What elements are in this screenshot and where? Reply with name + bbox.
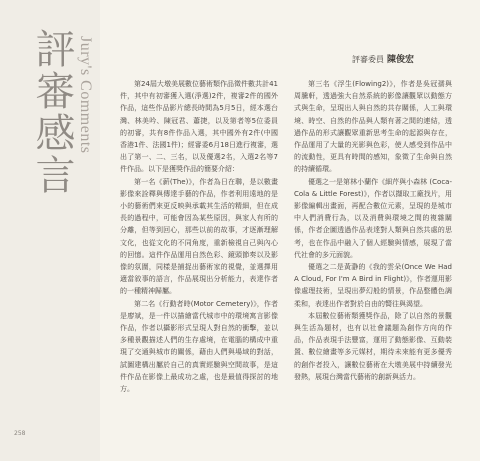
- left-column: [120, 78, 278, 395]
- paragraph: 第三名《浮生(Flowing2)》，作者是吳冠孺與周騰軒，透過強大自然系統的影像讓觀眾以動態方式與生命，呈現出人與自然的共存關係，人工與環境、時空、自然的作品與人類有著之間的連結，透過作品的形式讓觀眾重新思考生命的起源與存在，作品運用了大量的光影與色彩，使人感受到作品中的流動性，更具有時間的感知，象徵了生命與自然的持續循環。: [294, 80, 452, 174]
- paragraph: 優選之一是第林小蘭作《細芹與小森林 (Coca-Cola & Little Forest)》，作者以擷取工廠找片，用影像編輯出畫面，再配合數位元素，呈現的是城市中人們消費行為，以及消費與環境之間的複雜關係，作者企圖透過作品表達對人類與自然共處的思考，也在作品中融入了個人經驗與情感，展現了當代社會的多元面貌。: [294, 177, 452, 259]
- paragraph: 優選之二是黃瀞的《我的雲朵(Once We Had A Cloud, For I'm A Bird in Flight)》，作者運用影像處理技術，呈現出夢幻般的情景，作品整體色調柔和，表達出作者對於自由的嚮往與渴望。: [294, 263, 452, 308]
- sidebar: [0, 0, 100, 461]
- right-column: [294, 78, 452, 383]
- section-title-english: Jury's Comments: [77, 36, 94, 154]
- page-number: 258: [14, 430, 26, 437]
- paragraph: 本屆數位藝術類獲獎作品，除了以自然的景觀與生活為題材，也有以社會議題為創作方向的作品，作品表現手法豐富，運用了動態影像、互動裝置、數位繪畫等多元媒材，期待未來能有更多優秀的創作者投入，讓數位藝術在大墩美展中持續發光發熱，展現台灣當代藝術的創新與活力。: [294, 311, 452, 381]
- section-title: 評審感言: [29, 28, 75, 196]
- paragraph: 第24屆大墩美展數位藝術類作品徵件數共計41件，其中有初審獲入選(淨選)2件，複審2件的國外作品，這些作品影片總長時間為5月5日，經本選台灣、林美吟、陳冠君、蕭捷，以及第者等5位委員的初審，共有8件作品入選，其中國外有2件(中國香港1件、法國1件)；經審委6月18日進行複審，選出了第一、二、三名，以及優選2名，入選2名等7件作品。以下是獲獎作品的簡要介紹：: [120, 80, 278, 174]
- judge-role: 評審委員: [352, 55, 384, 64]
- judge-byline: [352, 52, 414, 65]
- paragraph: 第二名《行動者時(Motor Cemetery)》，作者是廖斌，是一件以描繪當代城市中的環境寓言影像作品，作者以攝影形式呈現人對自然的衝擊，並以多種景觀描述人們的生存處境，在電腦的構成中重現了交通與城市的關係，藉由人們與場域的對話，試圖建構出屬於自己的真實經驗與空間故事，是這件作品在影像上最成功之處，也是最值得探討的地方。: [120, 299, 278, 394]
- paragraph: 第一名《薪(The)》，作者為日在聯，是以數畫影像來詮釋與傳達手藝的作品，作者利用遠地的是小的藝術們來更反映與承載其生活的精細，但在成長的過程中，可能會因為某些原因，與家人有所的分離，但等到回心，那些以前的故事，才逐漸理解文化，也從文化的不同角度，重新檢視自己與內心的回憶。這件作品運用自然色彩、鏡頭節奏以及影像的氛圍，同樣是捕捉出藝術家的視覺，並選擇用適當敘事的語言，作品展現出分析能力，表達作者的一種精神歸屬。: [120, 177, 278, 296]
- judge-name: 陳俊宏: [387, 55, 415, 65]
